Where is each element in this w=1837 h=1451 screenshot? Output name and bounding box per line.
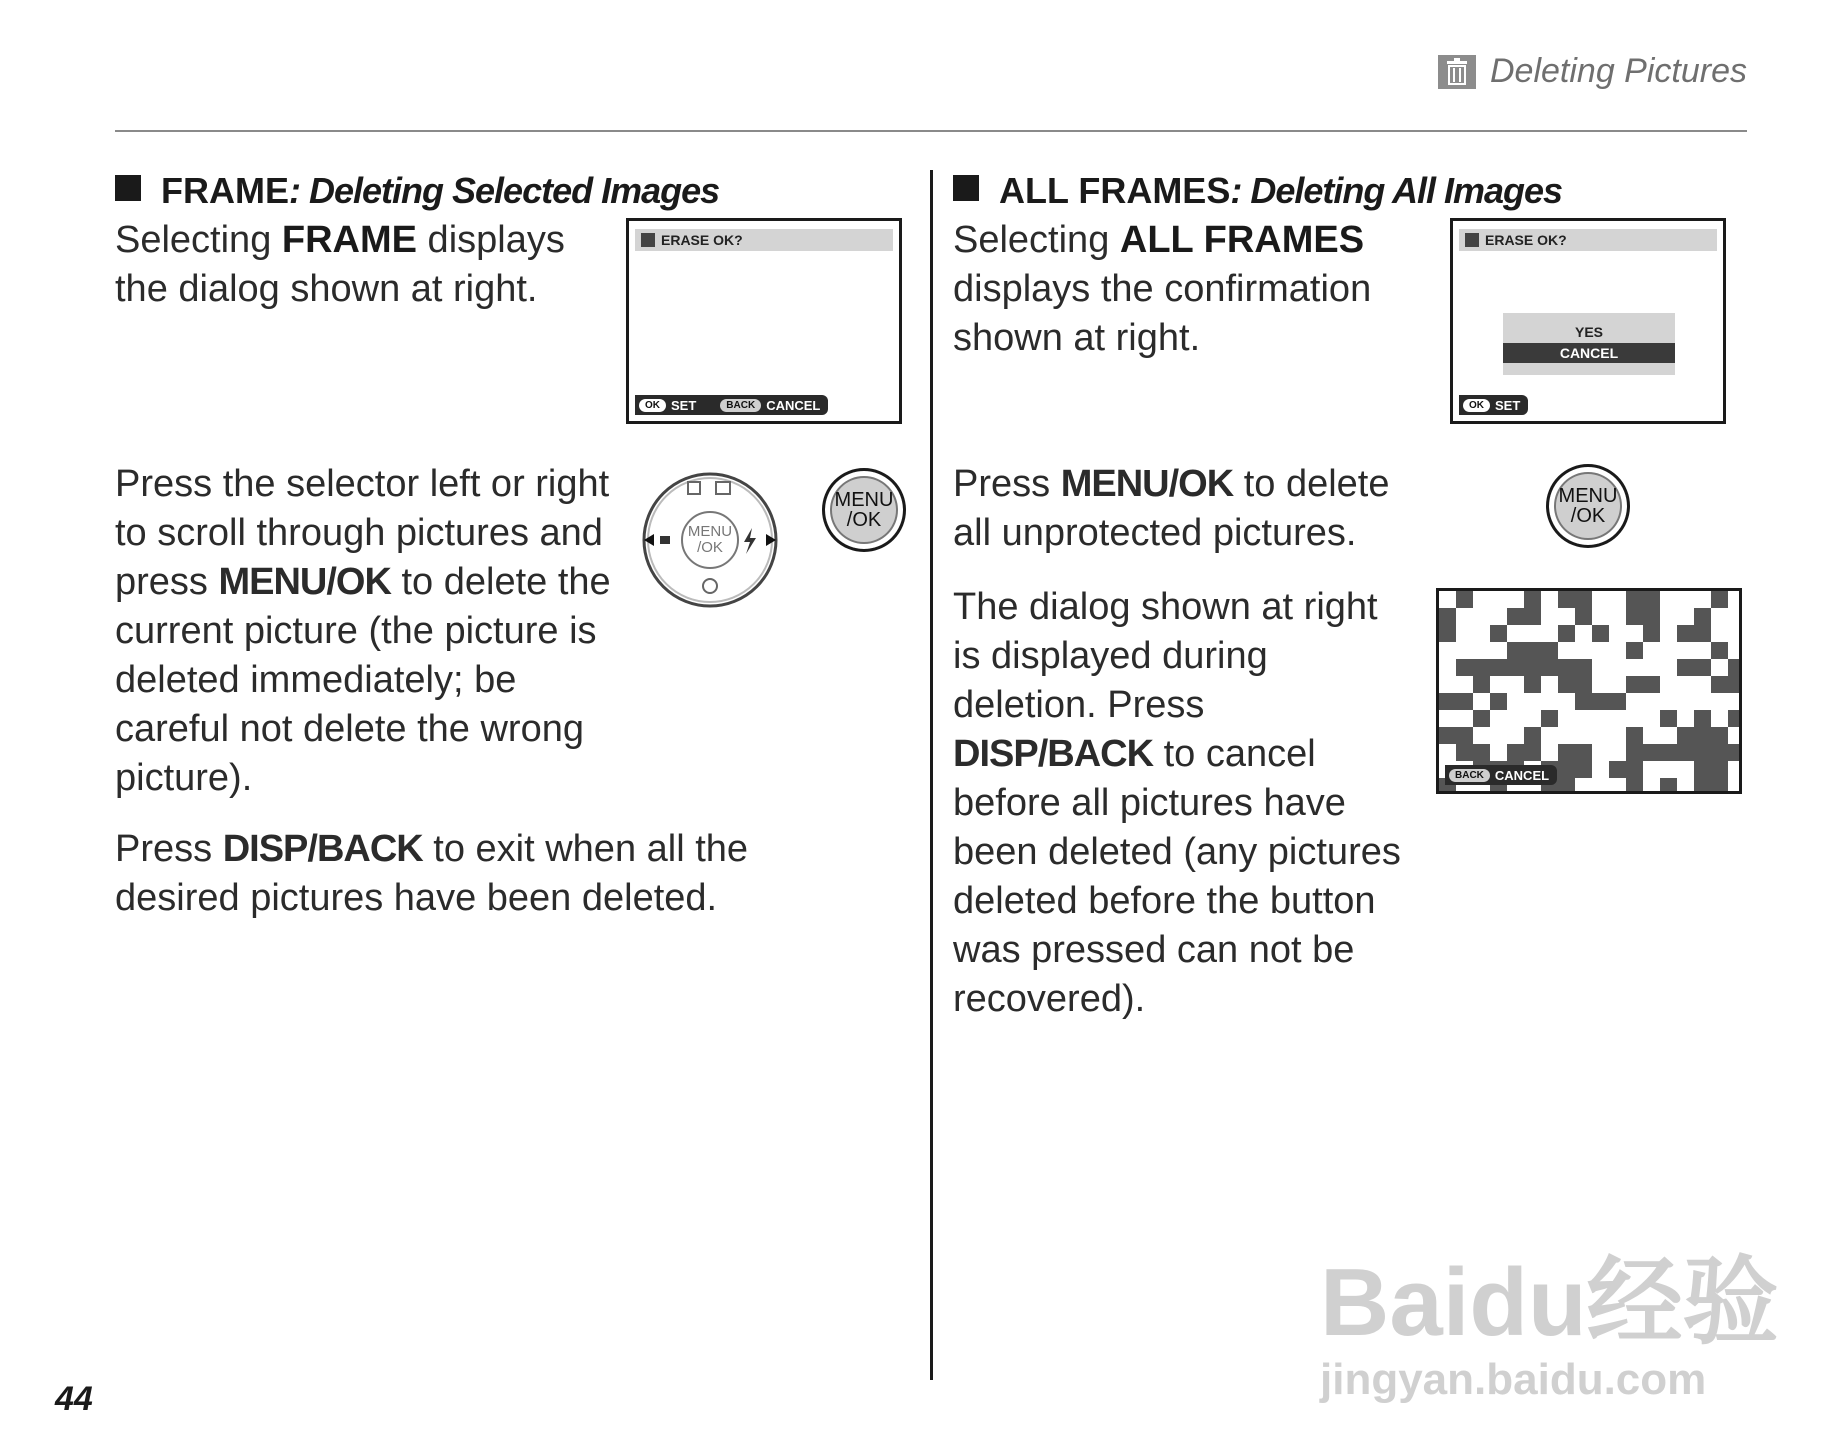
left-instructions-paragraph: Press the selector left or right to scroll through pictures and press MENU/OK to delete the current picture (the picture is deleted immediately; be careful not delete the wrong picture). <box>115 463 611 799</box>
option-yes: YES <box>1574 324 1603 340</box>
left-heading-label: FRAME <box>161 170 289 211</box>
screen-footer <box>1445 765 1557 785</box>
baidu-watermark-logo: Baidu经验 <box>1320 1249 1779 1356</box>
erase-confirm-screen <box>1450 218 1726 424</box>
right-cancel-paragraph: The dialog shown at right is displayed during deletion. Press DISP/BACK to cancel before all pictures have been deleted (any pictures deleted before the button was pressed can not be recovered). <box>953 586 1401 1020</box>
square-bullet-icon <box>115 175 141 201</box>
header-title-text: Deleting Pictures <box>1489 52 1747 90</box>
column-divider <box>930 170 933 1380</box>
right-delete-paragraph: Press MENU/OK to delete all unprotected pictures. <box>953 463 1390 554</box>
trash-icon <box>1438 55 1476 89</box>
set-label: SET <box>1495 397 1521 413</box>
right-heading-label: ALL FRAMES <box>999 170 1231 211</box>
ok-key-badge: OK <box>639 399 666 412</box>
ok-key-badge: OK <box>1463 399 1490 412</box>
cancel-label: CANCEL <box>766 397 821 413</box>
left-exit-paragraph: Press DISP/BACK to exit when all the desired pictures have been deleted. <box>115 828 749 919</box>
erase-dialog-screen <box>626 218 902 424</box>
menu-ok-button: MENU /OK <box>1546 464 1630 548</box>
selector-dial <box>640 470 780 610</box>
right-heading-subtitle: : Deleting All Images <box>1230 170 1563 211</box>
erasing-image-pattern <box>1439 591 1739 791</box>
selector-center-label: MENU /OK <box>687 523 733 556</box>
confirm-options-box <box>1503 313 1675 375</box>
back-key-badge: BACK <box>1449 769 1490 782</box>
trash-icon <box>641 233 655 247</box>
left-section-heading <box>115 170 719 212</box>
trash-icon <box>1465 233 1479 247</box>
square-bullet-icon <box>953 175 979 201</box>
screen-footer <box>635 395 828 415</box>
right-intro-paragraph: Selecting ALL FRAMES displays the confirmation shown at right. <box>953 219 1372 359</box>
set-label: SET <box>671 397 697 413</box>
menu-ok-button: MENU /OK <box>822 468 906 552</box>
right-section-heading <box>953 170 1562 212</box>
screen-titlebar <box>635 229 893 251</box>
screen-title: ERASE OK? <box>661 232 743 248</box>
header-rule <box>115 130 1747 132</box>
cancel-label: CANCEL <box>1494 767 1550 783</box>
back-key-badge: BACK <box>720 399 761 412</box>
deletion-progress-screen <box>1436 588 1742 794</box>
left-intro-paragraph: Selecting FRAME displays the dialog shown at right. <box>115 219 565 310</box>
header-title <box>1438 52 1747 91</box>
option-cancel: CANCEL <box>1503 343 1675 363</box>
screen-title: ERASE OK? <box>1485 232 1567 248</box>
left-heading-subtitle: : Deleting Selected Images <box>289 170 720 211</box>
screen-footer <box>1459 395 1528 415</box>
screen-titlebar <box>1459 229 1717 251</box>
page-number: 44 <box>55 1380 93 1418</box>
baidu-watermark-url: jingyan.baidu.com <box>1320 1355 1707 1404</box>
